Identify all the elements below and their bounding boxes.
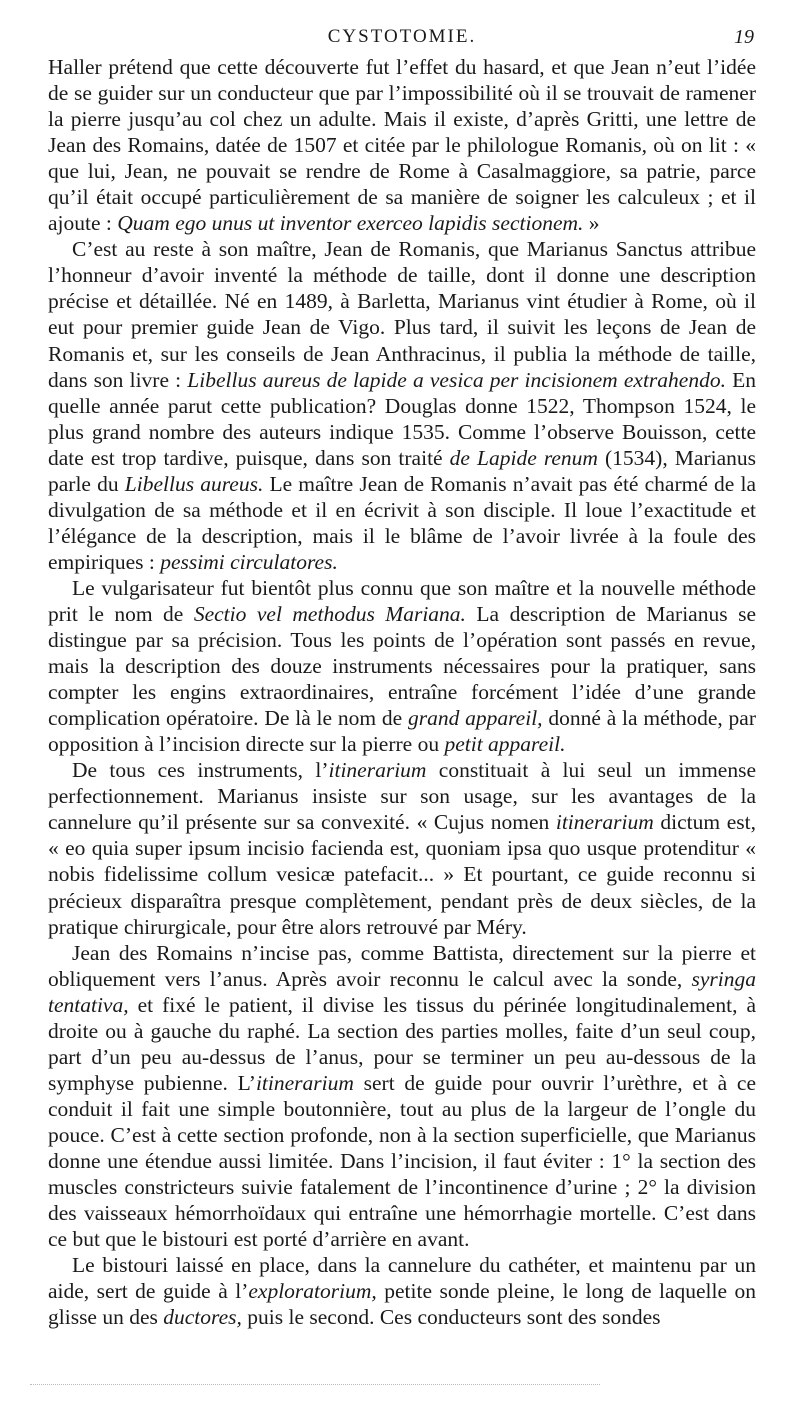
text-segment: et fixé le patient, il divise les tissus du périnée longitudinalement, à droite ou à gauche du raphé. La section des parties molles, faite d’un seul coup, part d’un peu au-dessus de l’anus, pour se terminer un peu au-dessous de la symphyse pubienne. L’ [48,992,756,1095]
footer-rule [30,1384,600,1385]
italic-segment: grand appareil, [407,706,543,731]
italic-segment: Libellus aureus de lapide a vesica per incisionem extrahendo. [187,367,726,392]
text-segment: Le bistouri laissé en place, dans la cannelure du cathéter, et maintenu par un aide, sert de guide à l’ [48,1253,756,1304]
text-segment: petite sonde pleine, le long de laquelle on glisse un des [48,1279,756,1330]
italic-segment: itinerarium [328,758,427,783]
paragraph [48,54,756,236]
running-title: CYSTOTOMIE. [327,26,477,47]
text-segment: C’est au reste à son maître, Jean de Romanis, que Marianus Sanctus attribue l’honneur d’avoir inventé la méthode de taille, dont il donne une description précise et détaillée. Né en 1489, à Barletta, Marianus vint étudier à Rome, où il eut pour premier guide Jean de Vigo. Plus tard, il suivit les leçons de Jean de Romanis et, sur les conseils de Jean Anthracinus, il publia la méthode de taille, dans son livre : [48,237,756,392]
italic-segment: ductores, [163,1305,242,1330]
text-segment: Le maître Jean de Romanis n’avait pas été charmé de la divulgation de sa méthode et il en écrivit à son disciple. Il loue l’exactitude et l’élégance de la description, mais il le blâme de l’avoir livrée à la foule des empiriques : [48,471,756,574]
paragraph [48,1252,756,1330]
text-segment: puis le second. Ces conducteurs sont des sondes [241,1305,661,1330]
italic-segment: itinerarium [255,1070,354,1095]
italic-segment: itinerarium [555,810,654,835]
italic-segment: Sectio vel methodus Mariana. [193,601,466,626]
body-text [48,54,756,1330]
text-segment: sert de guide pour ouvrir l’urèthre, et à ce conduit il fait une simple boutonnière, tout au plus de la largeur de l’ongle du pouce. C’est à cette section profonde, non à la section superficielle, que Marianus donne une étendue aussi limitée. Dans l’incision, il faut éviter : 1° la section des muscles constricteurs suivie fatalement de l’incontinence d’urine ; 2° la division des vaisseaux hémorrhoïdaux qui entraîne une hémorrhagie mortelle. C’est dans ce but que le bistouri est porté d’arrière en avant. [48,1070,756,1252]
paragraph [48,236,756,575]
text-segment: La description de Marianus se distingue par sa précision. Tous les points de l’opération sont passés en revue, mais la description des douze instruments nécessaires pour la pratiquer, sans compter les engins extraordinaires, entraîne forcément l’idée d’une grande complication opératoire. De là le nom de [48,601,756,731]
text-segment: En quelle année parut cette publication? Douglas donne 1522, Thompson 1524, le plus grand nombre des auteurs indique 1535. Comme l’observe Bouisson, cette date est trop tardive, puisque, dans son traité [48,367,756,470]
italic-segment: Libellus aureus. [124,471,264,496]
text-segment: Haller prétend que cette découverte fut l’effet du hasard, et que Jean n’eut l’idée de se guider sur un conducteur que par l’impossibilité où il se trouvait de ramener la pierre jusqu’au col chez un adulte. Mais il existe, d’après Gritti, une lettre de Jean des Romains, datée de 1507 et citée par le philologue Romanis, où on lit : « que lui, Jean, ne pouvait se rendre de Rome à Casalmaggiore, sa patrie, parce qu’il était occupé particulièrement de sa manière de soigner les calculeux ; et il ajoute : [48,55,756,236]
italic-segment: pessimi circulatores. [160,549,338,574]
paragraph [48,940,756,1253]
paragraph [48,757,756,939]
text-segment: Le vulgarisateur fut bientôt plus connu que son maître et la nouvelle méthode prit le nom de [48,575,756,626]
text-segment: constituait à lui seul un immense perfectionnement. Marianus insiste sur son usage, sur les avantages de la cannelure qu’il présente sur sa convexité. « Cujus nomen [48,758,756,835]
page-number: 19 [734,26,754,48]
text-segment: dictum est, « eo quia super ipsum incisio facienda est, quoniam ipsa quo usque protenditur « nobis fidelissime collum vesicæ patefacit... » Et pourtant, ce guide reconnu si précieux disparaîtra presque complètement, pendant près de deux siècles, de la pratique chirurgicale, pour être alors retrouvé par Méry. [48,810,756,939]
italic-segment: exploratorium, [248,1279,377,1304]
paragraph [48,575,756,757]
text-segment: De tous ces instruments, l’ [72,758,329,783]
italic-segment: Quam ego unus ut inventor exerceo lapidis sectionem. [117,211,584,236]
italic-segment: de Lapide renum [449,445,598,470]
italic-segment: syringa tentativa, [48,966,756,1017]
text-segment: Jean des Romains n’incise pas, comme Battista, directement sur la pierre et obliquement vers l’anus. Après avoir reconnu le calcul avec la sonde, [48,940,756,991]
text-segment: (1534), Marianus parle du [48,445,756,496]
page-header [48,0,756,48]
text-segment: » [583,211,600,236]
text-segment: donné à la méthode, par opposition à l’incision directe sur la pierre ou [48,706,756,757]
italic-segment: petit appareil. [444,732,566,757]
